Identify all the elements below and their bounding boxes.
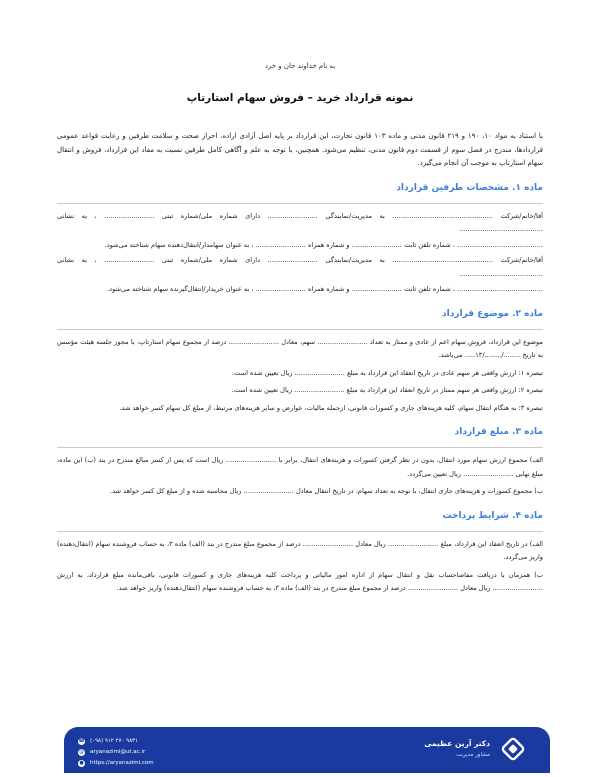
section-paragraph: الف) در تاریخ انعقاد این قرارداد، مبلغ ........................ ریال معادل ........................ درصد از مجموع مبلغ مندرج در بند (الف) ماده ۳، به حساب فروشنده سهام (انتقال‌دهنده) واریز می‌گردد. <box>57 539 543 561</box>
author-block <box>424 739 490 758</box>
footer-bar <box>64 727 550 773</box>
contact-website[interactable] <box>78 758 154 768</box>
section-heading: ماده ۳. مبلغ قرارداد <box>454 427 543 437</box>
divider <box>57 329 543 330</box>
section-heading: ماده ۱. مشخصات طرفین قرارداد <box>396 182 543 193</box>
section-paragraph: آقا/خانم/شرکت ................................................ به مدیریت/نمایندگی ........................ دارای شماره ملی/شماره ثبتی ........................ ، به نشانی ........................................ <box>57 211 543 233</box>
author-name: دکتر آرین عظیمی <box>424 739 490 748</box>
section-paragraph: تبصره ۱: ارزش واقعی هر سهم عادی در تاریخ انعقاد این قرارداد به مبلغ ........................ ریال تعیین شده است. <box>232 368 543 377</box>
divider <box>57 447 543 448</box>
basmala: به نام خداوند جان و خرد <box>264 62 336 70</box>
contact-list <box>78 736 154 769</box>
divider <box>57 531 543 532</box>
section-heading: ماده ۲. موضوع قرارداد <box>442 308 543 319</box>
section-subject <box>57 309 543 416</box>
globe-icon: ● <box>79 759 84 766</box>
section-amount <box>57 427 543 499</box>
section-paragraph: آقا/خانم/شرکت ................................................ به مدیریت/نمایندگی ........................ دارای شماره ملی/شماره ثبتی ........................ ، به نشانی ........................................ <box>57 256 543 278</box>
document-title: نمونه قرارداد خرید – فروش سهام استارتاپ <box>186 92 414 104</box>
phone-number: (۰۹۸) ۹۱۲ ۲۷۰ ۹۸۳۱ <box>90 738 138 744</box>
contact-email[interactable] <box>78 747 154 757</box>
email-icon: @ <box>79 748 84 755</box>
section-parties <box>57 183 543 297</box>
section-heading: ماده ۴. شرایط پرداخت <box>442 510 543 521</box>
section-paragraph: ......................................... ، شماره تلفن ثابت ........................ و شماره همراه ........................ ، به عنوان خریدار/انتقال‌گیرنده سهام شناخته می‌شود. <box>107 285 543 293</box>
website-link[interactable]: https://aryanazimi.com <box>90 760 154 766</box>
document-content <box>57 62 543 608</box>
section-paragraph: ب) مجموع کسورات و هزینه‌های جاری انتقال، با توجه به تعداد سهام، در تاریخ انتقال معادل ........................ ریال محاسبه شده و از مبلغ کل کسر خواهد شد. <box>109 487 543 495</box>
brand-logo-icon <box>500 736 526 762</box>
section-paragraph: الف) مجموع ارزش سهام مورد انتقال، بدون در نظر گرفتن کسورات و هزینه‌های انتقال، برابر با ........................ ریال است که پس از کسر مبالغ مندرج در بند (ب) این ماده، مبلغ نهایی ........................ ریال تعیین می‌گردد. <box>57 456 543 478</box>
divider <box>57 203 543 204</box>
section-paragraph: ب) همزمان با دریافت مفاصاحساب نقل و انتقال سهام از اداره امور مالیاتی و پرداخت کلیه هزینه‌های جاری و کسورات قانونی، باقی‌مانده مبلغ قرارداد، به ارزش ........................ ریال معادل ........................ درصد از مجموع مبلغ مندرج در بند (الف) ماده ۳، به حساب فروشنده سهام (انتقال‌دهنده) واریز خواهد شد. <box>57 570 543 592</box>
author-role: مشاور مدیریت <box>456 752 490 758</box>
section-paragraph: تبصره ۳: به هنگام انتقال سهام، کلیه هزینه‌های جاری و کسورات قانونی، ازجمله مالیات، عوارض و سایر هزینه‌های مرتبط، از مبلغ کل سهام کسر خواهد شد. <box>119 403 543 412</box>
email-link[interactable]: aryanazimi@ut.ac.ir <box>90 749 146 755</box>
section-paragraph: موضوع این قرارداد، فروش سهام اعم از عادی و ممتاز به تعداد ........................ سهم، معادل ........................ درصد از مجموع سهام استارتاپ، با مجوز جلسه هیئت مؤسس به تاریخ ......../......../۱۳..... می‌باشد. <box>57 337 543 359</box>
intro-paragraph: با استناد به مواد ۱۰، ۱۹۰ و ۲۱۹ قانون مدنی و ماده ۱۰۳ قانون تجارت، این قرارداد بر پایه اصل آزادی اراده، احراز صحت و سلامت طرفین و رعایت قواعد عمومی قراردادها، مندرج در فصل سوم از قسمت دوم قانون مدنی، تنظیم می‌شود. همچنین، با توجه به علم و آگاهی کامل طرفین نسبت به مفاد این قرارداد، فروش و انتقال سهام استارتاپ به موجب آن انجام می‌گیرد. <box>57 132 543 167</box>
contact-phone <box>78 736 154 746</box>
section-paragraph: ......................................... ، شماره تلفن ثابت ........................ و شماره همراه ........................ ، به عنوان سهامدار/انتقال‌دهنده سهام شناخته می‌شود. <box>104 240 543 249</box>
section-payment <box>57 511 543 596</box>
phone-icon: ☎ <box>78 737 85 744</box>
section-paragraph: تبصره ۲: ارزش واقعی هر سهم ممتاز در تاریخ انعقاد این قرارداد به مبلغ ........................ ریال تعیین شده است. <box>231 386 543 394</box>
